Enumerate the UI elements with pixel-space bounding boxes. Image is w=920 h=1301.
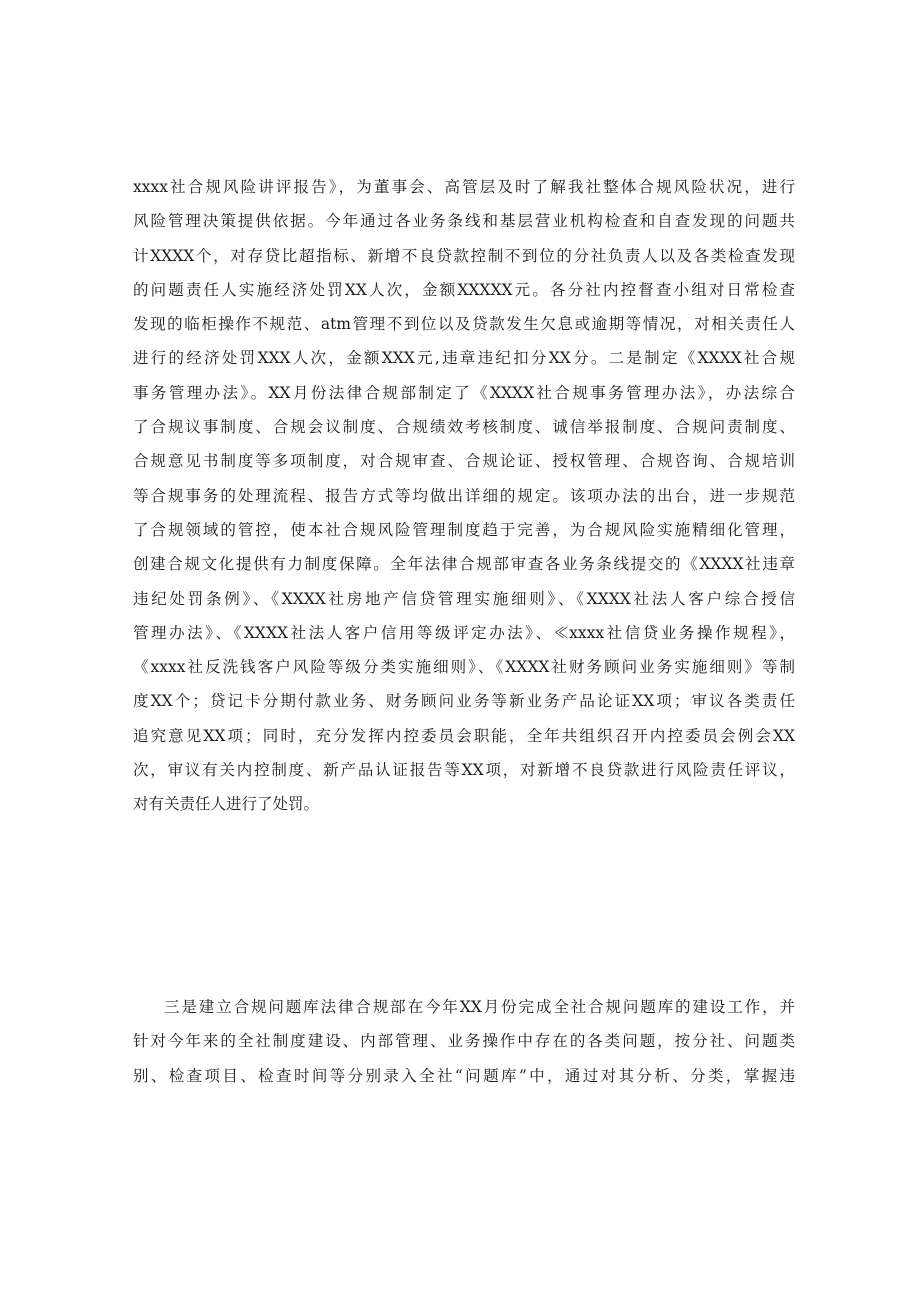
text-line: 风险管理决策提供依据。今年通过各业务条线和基层营业机构检查和自查发现的问题共 bbox=[133, 212, 795, 231]
text-line: 了合规领域的管控，使本社合规风险管理制度趋于完善，为合规风险实施精细化管理， bbox=[133, 520, 795, 539]
text-line: 合规意见书制度等多项制度，对合规审查、合规论证、授权管理、合规咨询、合规培训 bbox=[133, 452, 795, 471]
text-line: 计XXXX个，对存贷比超指标、新增不良贷款控制不到位的分社负责人以及各类检查发现 bbox=[133, 246, 795, 265]
text-line: 进行的经济处罚XXX人次，金额XXX元,违章违纪扣分XX分。二是制定《XXXX社合规 bbox=[133, 349, 795, 368]
text-line: 针对今年来的全社制度建设、内部管理、业务操作中存在的各类问题，按分社、问题类 bbox=[133, 1032, 795, 1051]
text-line: 《xxxx社反洗钱客户风险等级分类实施细则》、《XXXX社财务顾问业务实施细则》等制 bbox=[133, 658, 795, 677]
text-line: 追究意见XX项；同时，充分发挥内控委员会职能，全年共组织召开内控委员会例会XX bbox=[133, 726, 795, 745]
text-line: 创建合规文化提供有力制度保障。全年法律合规部审查各业务条线提交的《XXXX社违章 bbox=[133, 555, 795, 574]
text-line: 度XX个；贷记卡分期付款业务、财务顾问业务等新业务产品论证XX项；审议各类责任 bbox=[133, 692, 795, 711]
text-line: 等合规事务的处理流程、报告方式等均做出详细的规定。该项办法的出台，进一步规范 bbox=[133, 486, 795, 505]
text-line: 管理办法》、《XXXX社法人客户信用等级评定办法》、≪xxxx社信贷业务操作规程》， bbox=[133, 623, 795, 642]
text-line: 了合规议事制度、合规会议制度、合规绩效考核制度、诚信举报制度、合规问责制度、 bbox=[133, 418, 795, 437]
paragraph-2 bbox=[133, 990, 795, 1093]
text-line: 次，审议有关内控制度、新产品认证报告等XX项，对新增不良贷款进行风险责任评议， bbox=[133, 761, 795, 780]
text-line: 三是建立合规问题库法律合规部在今年XX月份完成全社合规问题库的建设工作，并 bbox=[164, 998, 795, 1016]
text-line: 别、检查项目、检查时间等分别录入全社“问题库”中，通过对其分析、分类，掌握违 bbox=[133, 1066, 795, 1085]
text-line: 违纪处罚条例》、《XXXX社房地产信贷管理实施细则》、《XXXX社法人客户综合授信 bbox=[133, 589, 795, 608]
paragraph-1 bbox=[133, 170, 795, 822]
text-line: 对有关责任人进行了处罚。 bbox=[133, 795, 320, 814]
text-line: 的问题责任人实施经济处罚XX人次，金额XXXXX元。各分社内控督查小组对日常检查 bbox=[133, 280, 795, 299]
text-line: 事务管理办法》。XX月份法律合规部制定了《XXXX社合规事务管理办法》，办法综合 bbox=[133, 383, 795, 402]
text-line: xxxx社合规风险讲评报告》，为董事会、高管层及时了解我社整体合规风险状况，进行 bbox=[133, 178, 795, 196]
text-line: 发现的临柜操作不规范、atm管理不到位以及贷款发生欠息或逾期等情况，对相关责任人 bbox=[133, 315, 795, 334]
